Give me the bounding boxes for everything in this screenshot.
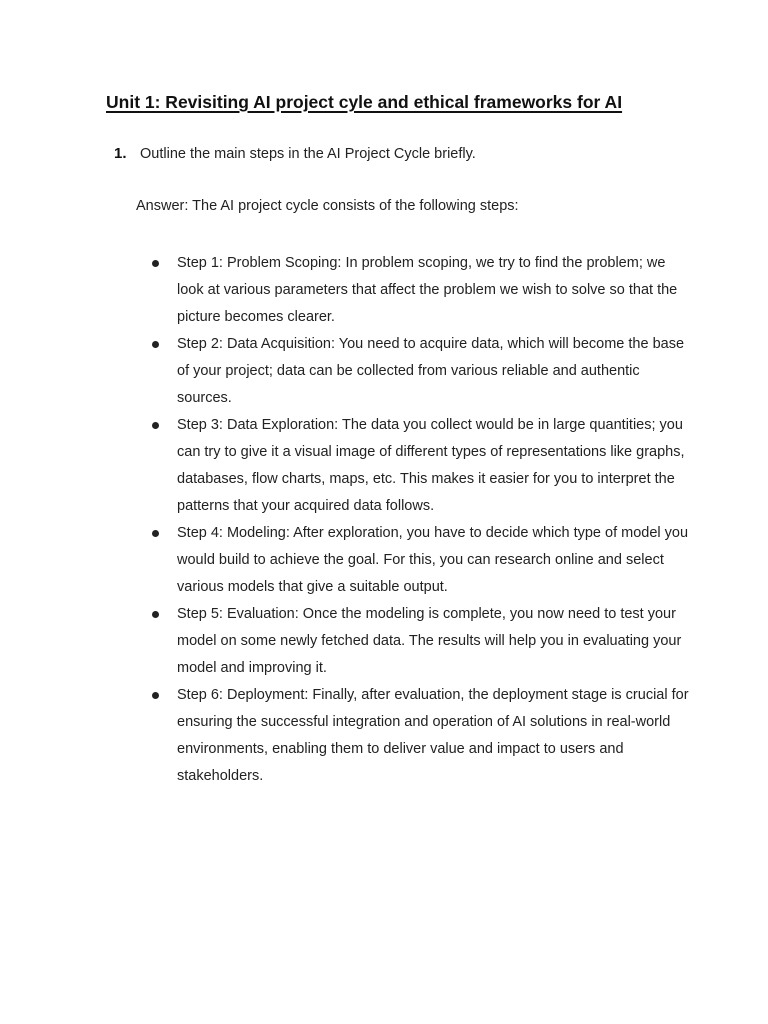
step-text: Step 4: Modeling: After exploration, you have to decide which type of model you would build to achieve the goal. For this, you can research online and select various models that give a suitable output.: [177, 525, 689, 595]
step-text: Step 2: Data Acquisition: You need to acquire data, which will become the base of your project; data can be collected from various reliable and authentic sources.: [177, 336, 685, 406]
steps-list: [152, 250, 692, 790]
bullet-icon: [152, 530, 159, 537]
list-item: [152, 412, 692, 520]
question-number: 1.: [114, 145, 127, 162]
list-item: [152, 520, 692, 601]
step-text: Step 6: Deployment: Finally, after evaluation, the deployment stage is crucial for ensuring the successful integration and operation of AI solutions in real-world environments, enabling them to deliver value and impact to users and stakeholders.: [177, 687, 689, 784]
step-text: Step 1: Problem Scoping: In problem scoping, we try to find the problem; we look at various parameters that affect the problem we wish to solve so that the picture becomes clearer.: [177, 255, 678, 325]
question-text: Outline the main steps in the AI Project Cycle briefly.: [140, 146, 476, 162]
page-title: Unit 1: Revisiting AI project cyle and ethical frameworks for AI: [106, 92, 623, 112]
step-text: Step 3: Data Exploration: The data you collect would be in large quantities; you can try to give it a visual image of different types of representations like graphs, databases, flow charts, maps, etc. This makes it easier for you to interpret the patterns that your acquired data follows.: [177, 417, 685, 514]
list-item: [152, 682, 692, 790]
bullet-icon: [152, 611, 159, 618]
list-item: [152, 331, 692, 412]
bullet-icon: [152, 692, 159, 699]
bullet-icon: [152, 341, 159, 348]
list-item: [152, 250, 692, 331]
question: [114, 145, 476, 162]
bullet-icon: [152, 260, 159, 267]
list-item: [152, 601, 692, 682]
step-text: Step 5: Evaluation: Once the modeling is complete, you now need to test your model on some newly fetched data. The results will help you in evaluating your model and improving it.: [177, 606, 682, 676]
answer-intro: Answer: The AI project cycle consists of the following steps:: [136, 198, 519, 214]
bullet-icon: [152, 422, 159, 429]
